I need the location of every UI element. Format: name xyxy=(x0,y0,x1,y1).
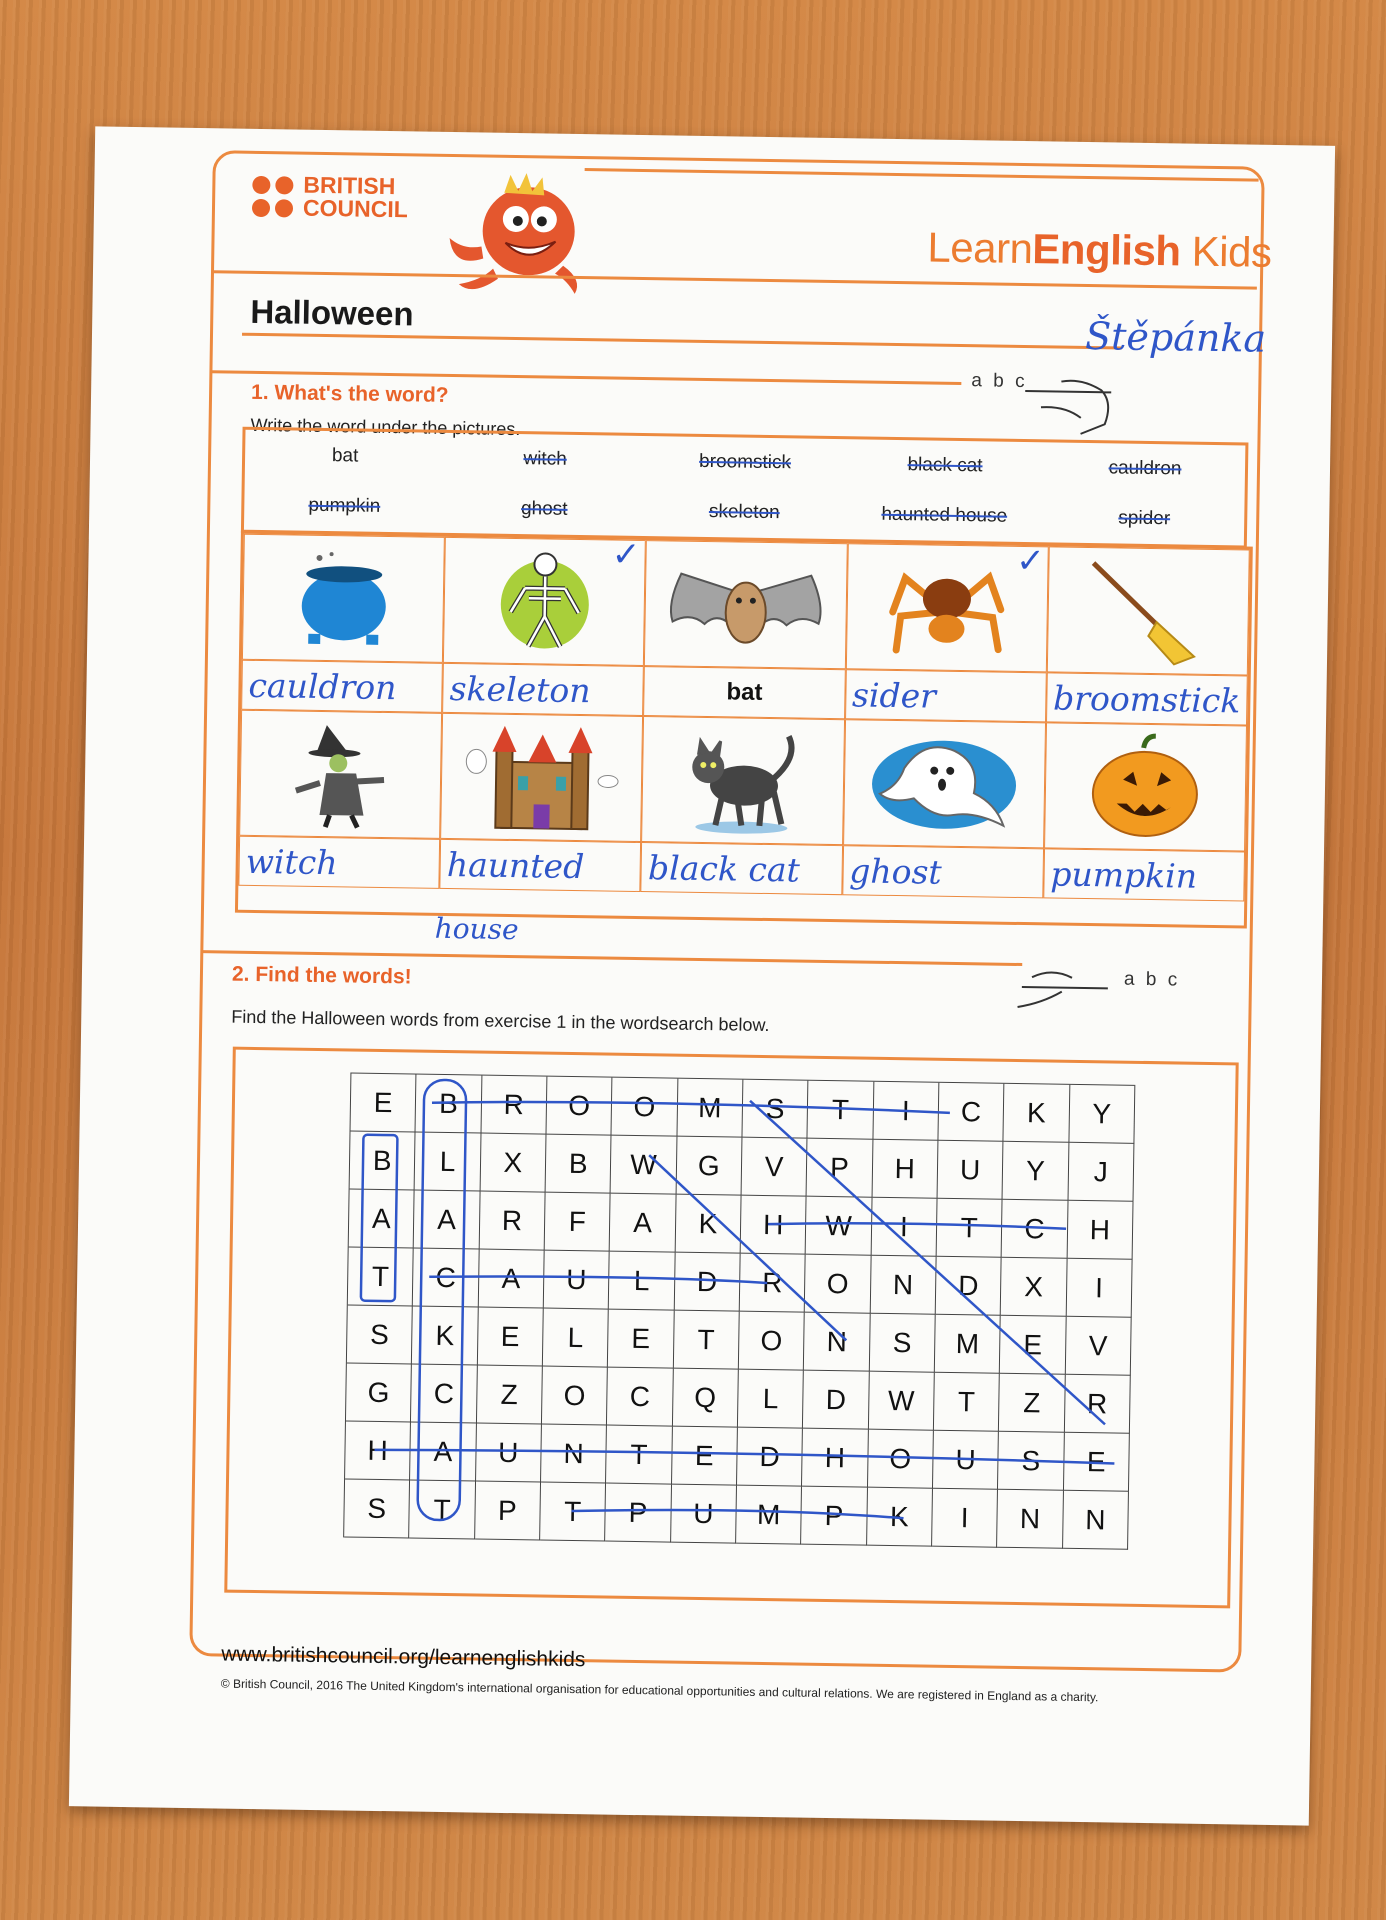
monster-mascot-icon xyxy=(443,168,595,300)
wordsearch-cell[interactable]: B xyxy=(416,1075,482,1134)
wordsearch-cell[interactable]: U xyxy=(933,1431,999,1490)
word-bank-item: bat xyxy=(331,445,359,467)
wordsearch-cell[interactable]: R xyxy=(740,1254,806,1313)
wordsearch-cell[interactable]: Q xyxy=(673,1369,739,1428)
tick-mark-icon: ✓ xyxy=(1015,540,1045,582)
wordsearch-cell[interactable]: N xyxy=(870,1256,936,1315)
wordsearch-cell[interactable]: E xyxy=(351,1074,417,1133)
wordsearch-cell[interactable]: P xyxy=(807,1139,873,1198)
wordsearch-cell[interactable]: D xyxy=(737,1428,803,1487)
haunted-house-icon xyxy=(461,721,623,833)
wordsearch-cell[interactable]: A xyxy=(410,1422,476,1481)
wordsearch-cell[interactable]: D xyxy=(936,1257,1002,1316)
answer-cell[interactable]: haunted xyxy=(440,839,642,892)
wordsearch-cell[interactable]: I xyxy=(873,1082,939,1141)
logo-line1: BRITISH xyxy=(303,171,396,200)
wordsearch-cell[interactable]: A xyxy=(414,1191,480,1250)
wordsearch-cell[interactable]: M xyxy=(677,1079,743,1138)
wordsearch-cell[interactable]: U xyxy=(476,1424,542,1483)
wordsearch-cell[interactable]: O xyxy=(739,1312,805,1371)
word-bank-item: witch xyxy=(523,448,567,470)
wordsearch-cell[interactable]: U xyxy=(544,1251,610,1310)
black-cat-icon xyxy=(677,725,809,837)
wordsearch-cell[interactable]: W xyxy=(869,1372,935,1431)
wordsearch-cell[interactable]: S xyxy=(347,1305,413,1364)
wordsearch-cell[interactable]: T xyxy=(673,1311,739,1370)
wordsearch-cell[interactable]: K xyxy=(867,1488,933,1547)
answer-cell[interactable]: broomstick xyxy=(1046,672,1248,725)
word-bank-item: pumpkin xyxy=(308,494,381,517)
exercise1-instruction: Write the word under the pictures. xyxy=(250,414,521,440)
exercise1-abc: a b c xyxy=(971,370,1028,393)
answer-continuation: house xyxy=(434,911,519,947)
picture-cell xyxy=(644,540,847,669)
writing-hand-icon xyxy=(1021,367,1132,439)
wordsearch-cell[interactable]: E xyxy=(608,1310,674,1369)
wordsearch-cell[interactable]: C xyxy=(938,1083,1004,1142)
wordsearch-cell[interactable]: U xyxy=(938,1141,1004,1200)
wordsearch-cell[interactable]: N xyxy=(1063,1491,1129,1550)
wordsearch-cell[interactable]: C xyxy=(607,1368,673,1427)
wordsearch-cell[interactable]: K xyxy=(412,1307,478,1366)
spider-icon xyxy=(886,552,1008,664)
wordsearch-cell[interactable]: O xyxy=(546,1077,612,1136)
picture-cell xyxy=(242,534,445,663)
wordsearch-cell[interactable]: K xyxy=(675,1195,741,1254)
wordsearch-cell[interactable]: G xyxy=(676,1137,742,1196)
answer-cell[interactable]: pumpkin xyxy=(1043,848,1245,901)
wordsearch-cell[interactable]: N xyxy=(997,1490,1063,1549)
wordsearch-cell[interactable]: R xyxy=(481,1076,547,1135)
answer-cell[interactable]: ghost xyxy=(842,845,1044,898)
wordsearch-cell[interactable]: W xyxy=(806,1197,872,1256)
wordsearch-grid[interactable] xyxy=(343,1072,1135,1549)
wordsearch-cell[interactable]: W xyxy=(611,1136,677,1195)
wordsearch-cell[interactable]: U xyxy=(671,1485,737,1544)
wordsearch-cell[interactable]: R xyxy=(1065,1375,1131,1434)
word-bank-item: black cat xyxy=(907,454,983,477)
answer-cell[interactable]: black cat xyxy=(641,842,843,895)
pumpkin-icon xyxy=(1085,731,1207,843)
wordsearch-cell[interactable]: I xyxy=(932,1489,998,1548)
word-bank-item: ghost xyxy=(520,498,568,520)
footer-copyright: © British Council, 2016 The United Kingdom's international organisation for educational opportunities and cultural relations. We are registered in England as a charity. xyxy=(220,1676,1099,1705)
wordsearch-cell[interactable]: R xyxy=(479,1192,545,1251)
word-bank-item: skeleton xyxy=(708,501,780,524)
wordsearch-cell[interactable]: G xyxy=(346,1363,412,1422)
wordsearch-cell[interactable]: E xyxy=(672,1427,738,1486)
wordsearch-cell[interactable]: I xyxy=(1066,1259,1132,1318)
wordsearch-cell[interactable]: B xyxy=(546,1135,612,1194)
wordsearch-cell[interactable]: X xyxy=(480,1134,546,1193)
student-name: Štěpánka xyxy=(1084,313,1267,361)
wordsearch-cell[interactable]: V xyxy=(1065,1317,1131,1376)
broomstick-icon xyxy=(1082,555,1214,667)
picture-cell xyxy=(1044,722,1247,851)
wordsearch-cell[interactable]: E xyxy=(1000,1316,1066,1375)
bat-icon xyxy=(660,553,832,656)
wordsearch-cell[interactable]: A xyxy=(478,1250,544,1309)
exercise2-abc: a b c xyxy=(1123,968,1181,991)
answer-cell-printed: bat xyxy=(643,666,845,719)
ghost-icon xyxy=(863,728,1025,840)
wordsearch-cell[interactable]: A xyxy=(349,1189,415,1248)
wordsearch-cell[interactable]: T xyxy=(348,1247,414,1306)
wordsearch-cell[interactable]: I xyxy=(871,1198,937,1257)
wordsearch-cell[interactable]: T xyxy=(606,1426,672,1485)
wordsearch-cell[interactable]: T xyxy=(409,1480,475,1539)
learnenglish-kids-logo: LearnEnglish Kids xyxy=(927,223,1272,276)
wordsearch-cell[interactable]: Z xyxy=(999,1374,1065,1433)
exercise2-instruction: Find the Halloween words from exercise 1 in the wordsearch below. xyxy=(231,1006,770,1036)
tick-mark-icon: ✓ xyxy=(611,534,641,575)
wordsearch-cell[interactable]: K xyxy=(1004,1084,1070,1143)
wordsearch-cell[interactable]: C xyxy=(1002,1200,1068,1259)
cauldron-icon xyxy=(288,547,400,649)
wordsearch-cell[interactable]: H xyxy=(345,1421,411,1480)
wordsearch-cell[interactable]: Z xyxy=(477,1366,543,1425)
wordsearch-cell[interactable]: T xyxy=(540,1483,606,1542)
wordsearch-cell[interactable]: H xyxy=(1067,1201,1133,1260)
wordsearch-cell[interactable]: H xyxy=(872,1140,938,1199)
wordsearch-cell[interactable]: T xyxy=(934,1373,1000,1432)
wordsearch-cell[interactable]: B xyxy=(350,1131,416,1190)
wordsearch-cell[interactable]: N xyxy=(541,1425,607,1484)
wordsearch-cell[interactable]: O xyxy=(612,1078,678,1137)
picture-cell xyxy=(239,710,442,839)
wordsearch-cell[interactable]: L xyxy=(415,1133,481,1192)
picture-cell xyxy=(443,534,646,666)
wordsearch-cell[interactable]: L xyxy=(543,1309,609,1368)
wordsearch-cell[interactable]: S xyxy=(742,1080,808,1139)
wordsearch-cell[interactable]: P xyxy=(801,1487,867,1546)
wordsearch-cell[interactable]: H xyxy=(802,1429,868,1488)
word-bank-item: haunted house xyxy=(881,503,1008,527)
writing-hand-icon xyxy=(1011,947,1122,1019)
wordsearch-cell[interactable]: O xyxy=(542,1367,608,1426)
wordsearch-cell[interactable]: D xyxy=(674,1253,740,1312)
wordsearch-cell[interactable]: X xyxy=(1001,1258,1067,1317)
wordsearch-cell[interactable]: O xyxy=(805,1255,871,1314)
witch-icon xyxy=(285,718,397,830)
wordsearch-cell[interactable]: N xyxy=(804,1313,870,1372)
exercise1-heading: 1. What's the word? xyxy=(250,380,449,407)
word-bank-item: cauldron xyxy=(1108,457,1182,480)
word-bank-item: spider xyxy=(1118,507,1171,530)
picture-cell xyxy=(440,713,643,842)
answer-cell[interactable]: skeleton xyxy=(442,663,644,716)
wordsearch-cell[interactable]: C xyxy=(411,1364,477,1423)
wordsearch-cell[interactable]: S xyxy=(344,1479,410,1538)
logo-dots-icon xyxy=(252,175,294,217)
wordsearch-cell[interactable]: M xyxy=(736,1486,802,1545)
british-council-logo xyxy=(252,173,408,221)
picture-cell xyxy=(641,716,844,845)
wordsearch-cell[interactable]: Y xyxy=(1069,1085,1135,1144)
word-bank xyxy=(241,427,1249,549)
wordsearch-cell[interactable]: T xyxy=(937,1199,1003,1258)
logo-line2: COUNCIL xyxy=(302,194,408,223)
wordsearch-cell[interactable]: M xyxy=(935,1315,1001,1374)
wordsearch-cell[interactable]: L xyxy=(738,1370,804,1429)
wordsearch-cell[interactable]: S xyxy=(998,1432,1064,1491)
wordsearch-cell[interactable]: P xyxy=(475,1482,541,1541)
wordsearch-cell[interactable]: A xyxy=(610,1194,676,1253)
answer-cell[interactable]: sider xyxy=(845,669,1047,722)
answer-cell[interactable]: witch xyxy=(238,836,440,889)
picture-cell xyxy=(843,719,1046,848)
wordsearch-cell[interactable]: T xyxy=(808,1081,874,1140)
wordsearch-cell[interactable]: O xyxy=(868,1430,934,1489)
wordsearch-cell[interactable]: E xyxy=(478,1308,544,1367)
wordsearch-cell[interactable]: C xyxy=(413,1249,479,1308)
picture-grid xyxy=(235,531,1253,929)
wordsearch-cell[interactable]: S xyxy=(869,1314,935,1373)
footer-url[interactable]: www.britishcouncil.org/learnenglishkids xyxy=(221,1642,586,1672)
worksheet-paper xyxy=(69,126,1335,1825)
wordsearch-cell[interactable]: P xyxy=(605,1484,671,1543)
wordsearch-cell[interactable]: F xyxy=(545,1193,611,1252)
answer-cell[interactable]: cauldron xyxy=(241,660,443,713)
picture-cell xyxy=(845,540,1048,672)
wordsearch-cell[interactable]: J xyxy=(1068,1143,1134,1202)
skeleton-icon xyxy=(484,546,606,658)
word-bank-item: broomstick xyxy=(698,450,792,474)
wordsearch-cell[interactable]: H xyxy=(741,1196,807,1255)
picture-cell xyxy=(1047,546,1250,675)
wordsearch-cell[interactable]: D xyxy=(803,1371,869,1430)
wordsearch-cell[interactable]: L xyxy=(609,1252,675,1311)
wordsearch-cell[interactable]: V xyxy=(742,1138,808,1197)
page-title: Halloween xyxy=(250,292,414,333)
exercise2-heading: 2. Find the words! xyxy=(231,962,412,989)
wordsearch-cell[interactable]: Y xyxy=(1003,1142,1069,1201)
wordsearch-cell[interactable]: E xyxy=(1064,1433,1130,1492)
